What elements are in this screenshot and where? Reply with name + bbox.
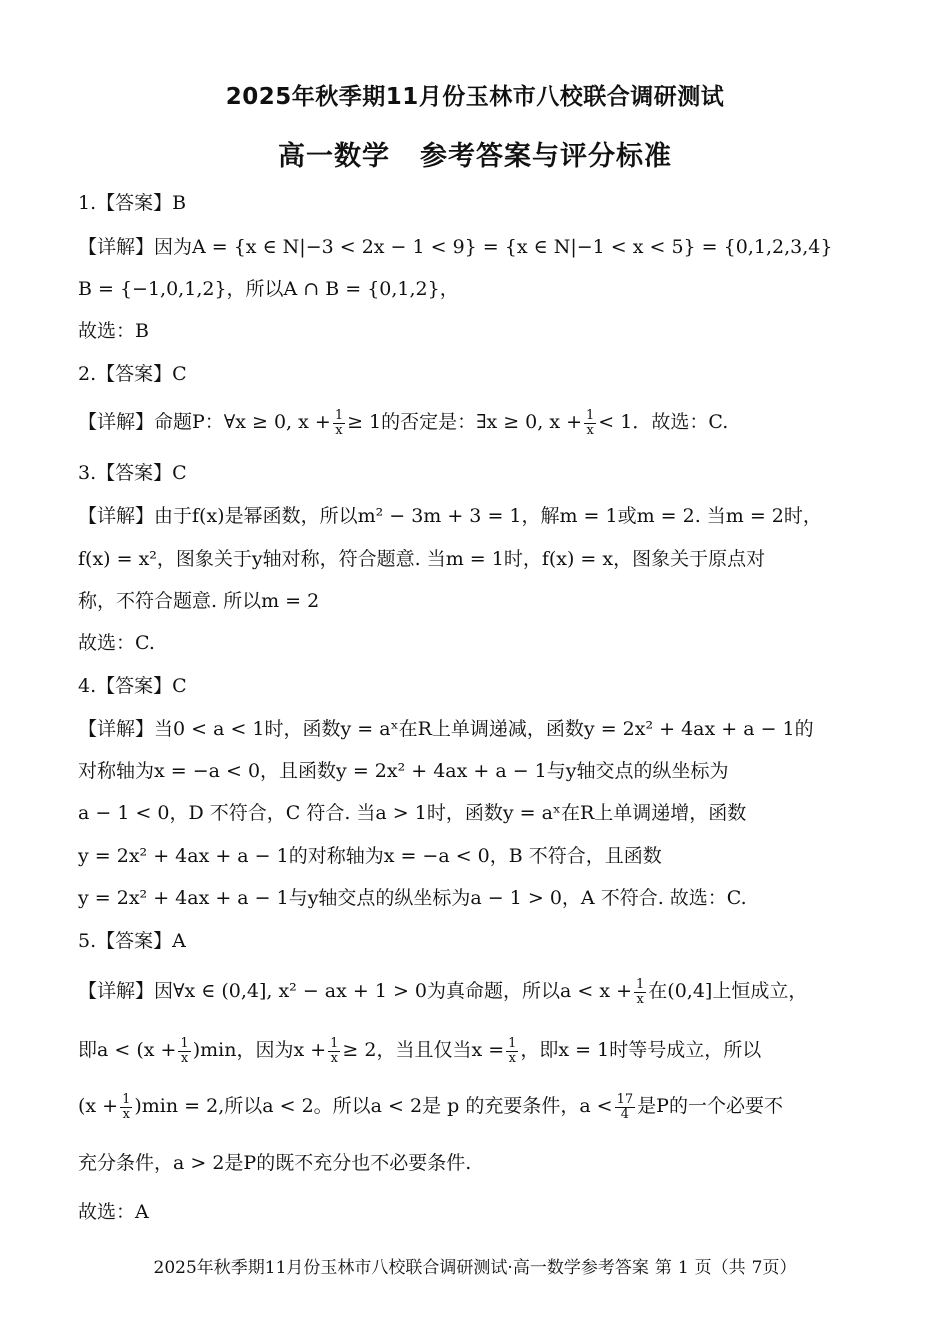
q5-choice: 故选：A bbox=[78, 1201, 149, 1223]
q3-detail-line2: f(x) = x²，图象关于y轴对称，符合题意. 当m = 1时，f(x) = x，图象关于原点对 bbox=[78, 548, 766, 570]
q3-choice: 故选：C. bbox=[78, 632, 155, 654]
q5-detail-line2 bbox=[78, 1036, 878, 1066]
fraction-one-over-x: $\frac{1}{x}$ bbox=[508, 1035, 517, 1066]
q1-detail-line1: 【详解】因为A = {x ∈ N|−3 < 2x − 1 < 9} = {x ∈ N|−1 < x < 5} = {0,1,2,3,4} bbox=[78, 236, 833, 258]
q1-detail-line2: B = {−1,0,1,2}，所以A ∩ B = {0,1,2}， bbox=[78, 278, 459, 300]
q5-detail-line4: 充分条件，a > 2是P的既不充分也不必要条件. bbox=[78, 1152, 472, 1174]
q5-line3-part3: 是P的一个必要不 bbox=[637, 1095, 783, 1117]
fraction-one-over-x: $\frac{1}{x}$ bbox=[180, 1035, 189, 1066]
q4-detail-line5: y = 2x² + 4ax + a − 1与y轴交点的纵坐标为a − 1 > 0，A 不符合. 故选：C. bbox=[78, 887, 747, 909]
q4-detail-line2: 对称轴为x = −a < 0，且函数y = 2x² + 4ax + a − 1与y轴交点的纵坐标为 bbox=[78, 760, 729, 782]
q5-line3-part1: (x + bbox=[78, 1095, 119, 1117]
fraction-one-over-x: $\frac{1}{x}$ bbox=[586, 407, 595, 438]
footer-text: 2025年秋季期11月份玉林市八校联合调研测试·高一数学参考答案 bbox=[153, 1258, 649, 1278]
fraction-one-over-x: $\frac{1}{x}$ bbox=[122, 1091, 131, 1122]
q5-line2-part1: 即a < (x + bbox=[78, 1039, 177, 1061]
q2-detail-part3: < 1．故选：C. bbox=[598, 411, 729, 433]
q5-line2-part3: ≥ 2，当且仅当x = bbox=[342, 1039, 505, 1061]
q2-detail-part2: ≥ 1的否定是：∃x ≥ 0, x + bbox=[347, 411, 583, 433]
q1-choice: 故选：B bbox=[78, 320, 149, 342]
fraction-one-over-x: $\frac{1}{x}$ bbox=[330, 1035, 339, 1066]
footer-total-pages: 7 bbox=[751, 1258, 763, 1278]
q5-answer: 5.【答案】A bbox=[78, 930, 186, 952]
fraction-one-over-x: $\frac{1}{x}$ bbox=[636, 976, 645, 1007]
q5-detail-line1 bbox=[78, 977, 878, 1007]
q4-detail-line4: y = 2x² + 4ax + a − 1的对称轴为x = −a < 0，B 不符合，且函数 bbox=[78, 845, 662, 867]
q2-detail bbox=[78, 408, 878, 438]
q2-answer: 2.【答案】C bbox=[78, 363, 187, 385]
q4-detail-line3: a − 1 < 0，D 不符合，C 符合. 当a > 1时，函数y = aˣ在R上单调递增，函数 bbox=[78, 802, 747, 824]
q5-line3-part2: )min = 2,所以a < 2。所以a < 2是 p 的充要条件，a < bbox=[134, 1095, 613, 1117]
q4-answer: 4.【答案】C bbox=[78, 675, 187, 697]
footer-total-suffix: 页） bbox=[762, 1258, 797, 1278]
q3-detail-line3: 称，不符合题意. 所以m = 2 bbox=[78, 590, 320, 612]
document-title: 2025年秋季期11月份玉林市八校联合调研测试 bbox=[225, 84, 725, 110]
q3-detail-line1: 【详解】由于f(x)是幂函数，所以m² − 3m + 3 = 1，解m = 1或m = 2. 当m = 2时， bbox=[78, 505, 822, 527]
q2-detail-part1: 【详解】命题P：∀x ≥ 0, x + bbox=[78, 411, 331, 433]
fraction-one-over-x: $\frac{1}{x}$ bbox=[334, 407, 344, 438]
document-subtitle bbox=[0, 134, 950, 173]
footer-page-number: 1 bbox=[677, 1258, 689, 1278]
q4-detail-line1: 【详解】当0 < a < 1时，函数y = aˣ在R上单调递减，函数y = 2x² + 4ax + a − 1的 bbox=[78, 718, 814, 740]
q5-line2-part2: )min，因为x + bbox=[192, 1039, 327, 1061]
q5-line1-part1: 【详解】因∀x ∈ (0,4], x² − ax + 1 > 0为真命题，所以a < x + bbox=[78, 980, 632, 1002]
q5-line2-part4: ，即x = 1时等号成立，所以 bbox=[520, 1039, 762, 1061]
q5-detail-line3 bbox=[78, 1092, 878, 1122]
footer-page-prefix: 第 bbox=[654, 1258, 672, 1278]
page-footer bbox=[0, 1253, 950, 1278]
subtitle-heading: 参考答案与评分标准 bbox=[420, 141, 672, 172]
subtitle-subject: 高一数学 bbox=[278, 141, 390, 172]
footer-page-suffix: 页（共 bbox=[694, 1258, 746, 1278]
q1-answer: 1.【答案】B bbox=[78, 192, 187, 214]
q5-line1-part2: 在(0,4]上恒成立， bbox=[648, 980, 808, 1002]
fraction-seventeen-over-four: $\frac{17}{4}$ bbox=[616, 1091, 634, 1122]
q3-answer: 3.【答案】C bbox=[78, 462, 187, 484]
